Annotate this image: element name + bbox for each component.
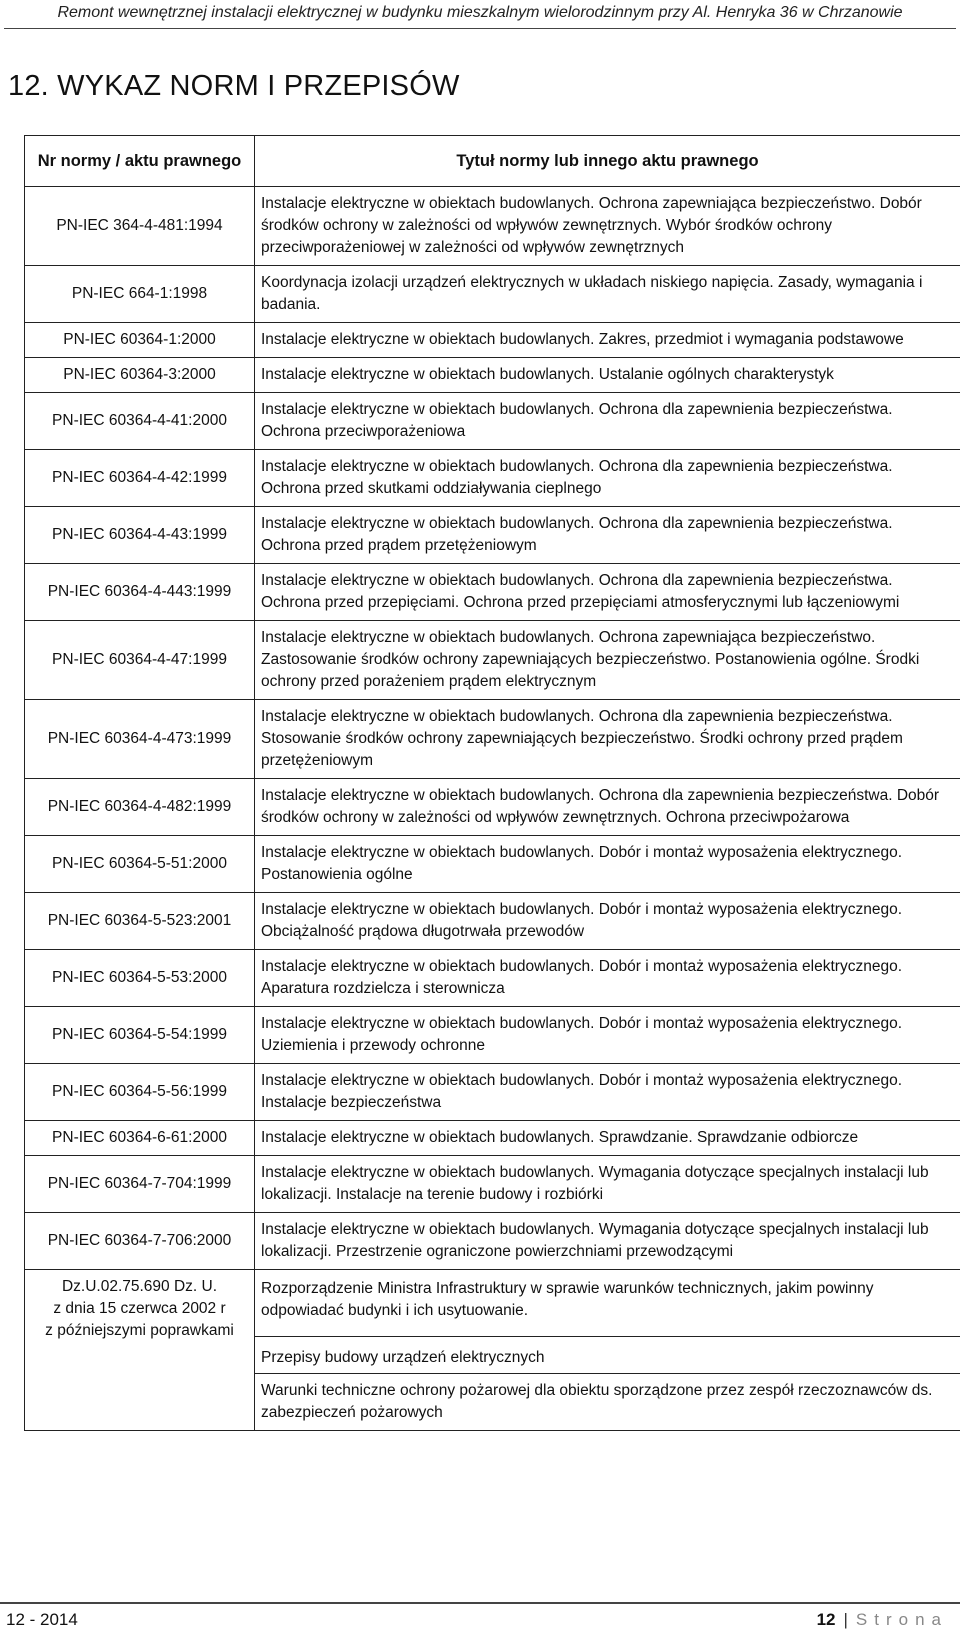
- norm-title-cell: Instalacje elektryczne w obiektach budowlanych. Ochrona dla zapewnienia bezpieczeństwa. Ochrona przed przepięciami. Ochrona przed przepięciami atmosferycznymi lub łączeniowymi: [255, 564, 960, 621]
- norm-title-cell: Instalacje elektryczne w obiektach budowlanych. Ochrona dla zapewnienia bezpieczeństwa. Ochrona przed prądem przetężeniowym: [255, 507, 960, 564]
- table-row: [25, 779, 960, 836]
- norm-code-cell: PN-IEC 60364-7-704:1999: [25, 1156, 255, 1213]
- footer-divider: [0, 1602, 960, 1604]
- norm-title-cell: Instalacje elektryczne w obiektach budowlanych. Ochrona dla zapewnienia bezpieczeństwa. Dobór środków ochrony w zależności od wpływów zewnętrznych. Ochrona przeciwpożarowa: [255, 779, 960, 836]
- section-title: 12. WYKAZ NORM I PRZEPISÓW: [8, 70, 460, 102]
- table-row: [25, 507, 960, 564]
- norm-code-cell: PN-IEC 664-1:1998: [25, 266, 255, 323]
- norm-code-cell: PN-IEC 60364-6-61:2000: [25, 1121, 255, 1156]
- norm-code-cell: PN-IEC 60364-5-523:2001: [25, 893, 255, 950]
- table-row: [25, 1270, 960, 1337]
- norm-code-cell: [25, 1270, 255, 1431]
- norm-code-cell: PN-IEC 60364-4-47:1999: [25, 621, 255, 700]
- table-row: [25, 621, 960, 700]
- norm-code-cell: PN-IEC 60364-3:2000: [25, 358, 255, 393]
- column-header-norm-number: Nr normy / aktu prawnego: [25, 136, 255, 187]
- norm-title-cell: Instalacje elektryczne w obiektach budowlanych. Wymagania dotyczące specjalnych instalacji lub lokalizacji. Przestrzenie ograniczone powierzchniami przewodzącymi: [255, 1213, 960, 1270]
- norm-title-cell: Instalacje elektryczne w obiektach budowlanych. Ochrona zapewniająca bezpieczeństwo. Dobór środków ochrony w zależności od wpływów zewnętrznych. Wybór środków ochrony przeciwporażeniowej w zależności od wpływów zewnętrznych: [255, 187, 960, 266]
- table-row: [25, 393, 960, 450]
- table-row: [25, 1121, 960, 1156]
- norm-title-cell: Instalacje elektryczne w obiektach budowlanych. Dobór i montaż wyposażenia elektrycznego. Aparatura rozdzielcza i sterownicza: [255, 950, 960, 1007]
- table-row: [25, 893, 960, 950]
- table-row: [25, 1007, 960, 1064]
- table-row: [25, 187, 960, 266]
- norm-code-cell: PN-IEC 60364-5-51:2000: [25, 836, 255, 893]
- norm-code-cell: PN-IEC 60364-5-54:1999: [25, 1007, 255, 1064]
- norm-code-line: Dz.U.02.75.690 Dz. U.: [61, 1278, 218, 1295]
- norm-code-cell: PN-IEC 60364-5-56:1999: [25, 1064, 255, 1121]
- norm-code-cell: PN-IEC 60364-4-473:1999: [25, 700, 255, 779]
- table-row: [25, 450, 960, 507]
- table-row: [25, 700, 960, 779]
- page-separator: |: [843, 1610, 848, 1629]
- norm-title-cell: Instalacje elektryczne w obiektach budowlanych. Dobór i montaż wyposażenia elektrycznego. Obciążalność prądowa długotrwała przewodów: [255, 893, 960, 950]
- table-row: [25, 1064, 960, 1121]
- table-row: [25, 323, 960, 358]
- norm-code-cell: PN-IEC 60364-4-42:1999: [25, 450, 255, 507]
- norm-title-cell: Koordynacja izolacji urządzeń elektrycznych w układach niskiego napięcia. Zasady, wymagania i badania.: [255, 266, 960, 323]
- norm-title-cell: Instalacje elektryczne w obiektach budowlanych. Zakres, przedmiot i wymagania podstawowe: [255, 323, 960, 358]
- norm-code-cell: PN-IEC 60364-5-53:2000: [25, 950, 255, 1007]
- norm-code-cell: PN-IEC 60364-4-482:1999: [25, 779, 255, 836]
- footer-date: 12 - 2014: [6, 1610, 78, 1629]
- footer-page: [817, 1610, 948, 1630]
- norm-title-cell: Rozporządzenie Ministra Infrastruktury w sprawie warunków technicznych, jakim powinny odpowiadać budynki i ich usytuowanie.: [255, 1270, 960, 1337]
- table-row: [25, 836, 960, 893]
- table-row: [25, 564, 960, 621]
- norm-title-cell: Instalacje elektryczne w obiektach budowlanych. Ochrona dla zapewnienia bezpieczeństwa. Ochrona przed skutkami oddziaływania cieplnego: [255, 450, 960, 507]
- norm-title-cell: Instalacje elektryczne w obiektach budowlanych. Dobór i montaż wyposażenia elektrycznego. Postanowienia ogólne: [255, 836, 960, 893]
- norm-code-line: z dnia 15 czerwca 2002 r: [53, 1300, 226, 1317]
- table-header-row: [25, 136, 960, 187]
- table-body: [25, 187, 960, 1431]
- norm-code-cell: PN-IEC 60364-4-443:1999: [25, 564, 255, 621]
- page-number: 12: [816, 1610, 836, 1629]
- norm-code-cell: PN-IEC 60364-1:2000: [25, 323, 255, 358]
- norm-title-cell: Warunki techniczne ochrony pożarowej dla obiektu sporządzone przez zespół rzeczoznawców ds. zabezpieczeń pożarowych: [255, 1374, 960, 1431]
- table-row: [25, 266, 960, 323]
- page-word: Strona: [855, 1610, 948, 1629]
- column-header-norm-title: Tytuł normy lub innego aktu prawnego: [255, 136, 960, 187]
- document-header: Remont wewnętrznej instalacji elektrycznej w budynku mieszkalnym wielorodzinnym przy Al. Henryka 36 w Chrzanowie: [57, 4, 903, 21]
- norm-title-cell: Instalacje elektryczne w obiektach budowlanych. Ustalanie ogólnych charakterystyk: [255, 358, 960, 393]
- norm-title-cell: Instalacje elektryczne w obiektach budowlanych. Dobór i montaż wyposażenia elektrycznego. Uziemienia i przewody ochronne: [255, 1007, 960, 1064]
- norm-title-cell: Instalacje elektryczne w obiektach budowlanych. Sprawdzanie. Sprawdzanie odbiorcze: [255, 1121, 960, 1156]
- norm-code-cell: PN-IEC 60364-4-41:2000: [25, 393, 255, 450]
- header-divider: [4, 28, 956, 29]
- norm-title-cell: Instalacje elektryczne w obiektach budowlanych. Ochrona dla zapewnienia bezpieczeństwa. Stosowanie środków ochrony zapewniających bezpieczeństwo. Środki ochrony przed prądem przetężeniowym: [255, 700, 960, 779]
- norm-title-cell: Instalacje elektryczne w obiektach budowlanych. Dobór i montaż wyposażenia elektrycznego. Instalacje bezpieczeństwa: [255, 1064, 960, 1121]
- norm-code-cell: PN-IEC 60364-4-43:1999: [25, 507, 255, 564]
- table-row: [25, 950, 960, 1007]
- norm-code-cell: PN-IEC 364-4-481:1994: [25, 187, 255, 266]
- norm-title-cell: Instalacje elektryczne w obiektach budowlanych. Ochrona dla zapewnienia bezpieczeństwa. Ochrona przeciwporażeniowa: [255, 393, 960, 450]
- norm-title-cell: Instalacje elektryczne w obiektach budowlanych. Wymagania dotyczące specjalnych instalacji lub lokalizacji. Instalacje na terenie budowy i rozbiórki: [255, 1156, 960, 1213]
- table-row: [25, 1213, 960, 1270]
- norm-code-cell: PN-IEC 60364-7-706:2000: [25, 1213, 255, 1270]
- norms-table: [24, 135, 960, 1431]
- norm-title-cell: Przepisy budowy urządzeń elektrycznych: [255, 1337, 960, 1374]
- table-row: [25, 1156, 960, 1213]
- table-row: [25, 358, 960, 393]
- norm-code-line: z późniejszymi poprawkami: [45, 1322, 234, 1339]
- norm-title-cell: Instalacje elektryczne w obiektach budowlanych. Ochrona zapewniająca bezpieczeństwo. Zastosowanie środków ochrony zapewniających bezpieczeństwo. Postanowienia ogólne. Środki ochrony przed porażeniem prądem elektrycznym: [255, 621, 960, 700]
